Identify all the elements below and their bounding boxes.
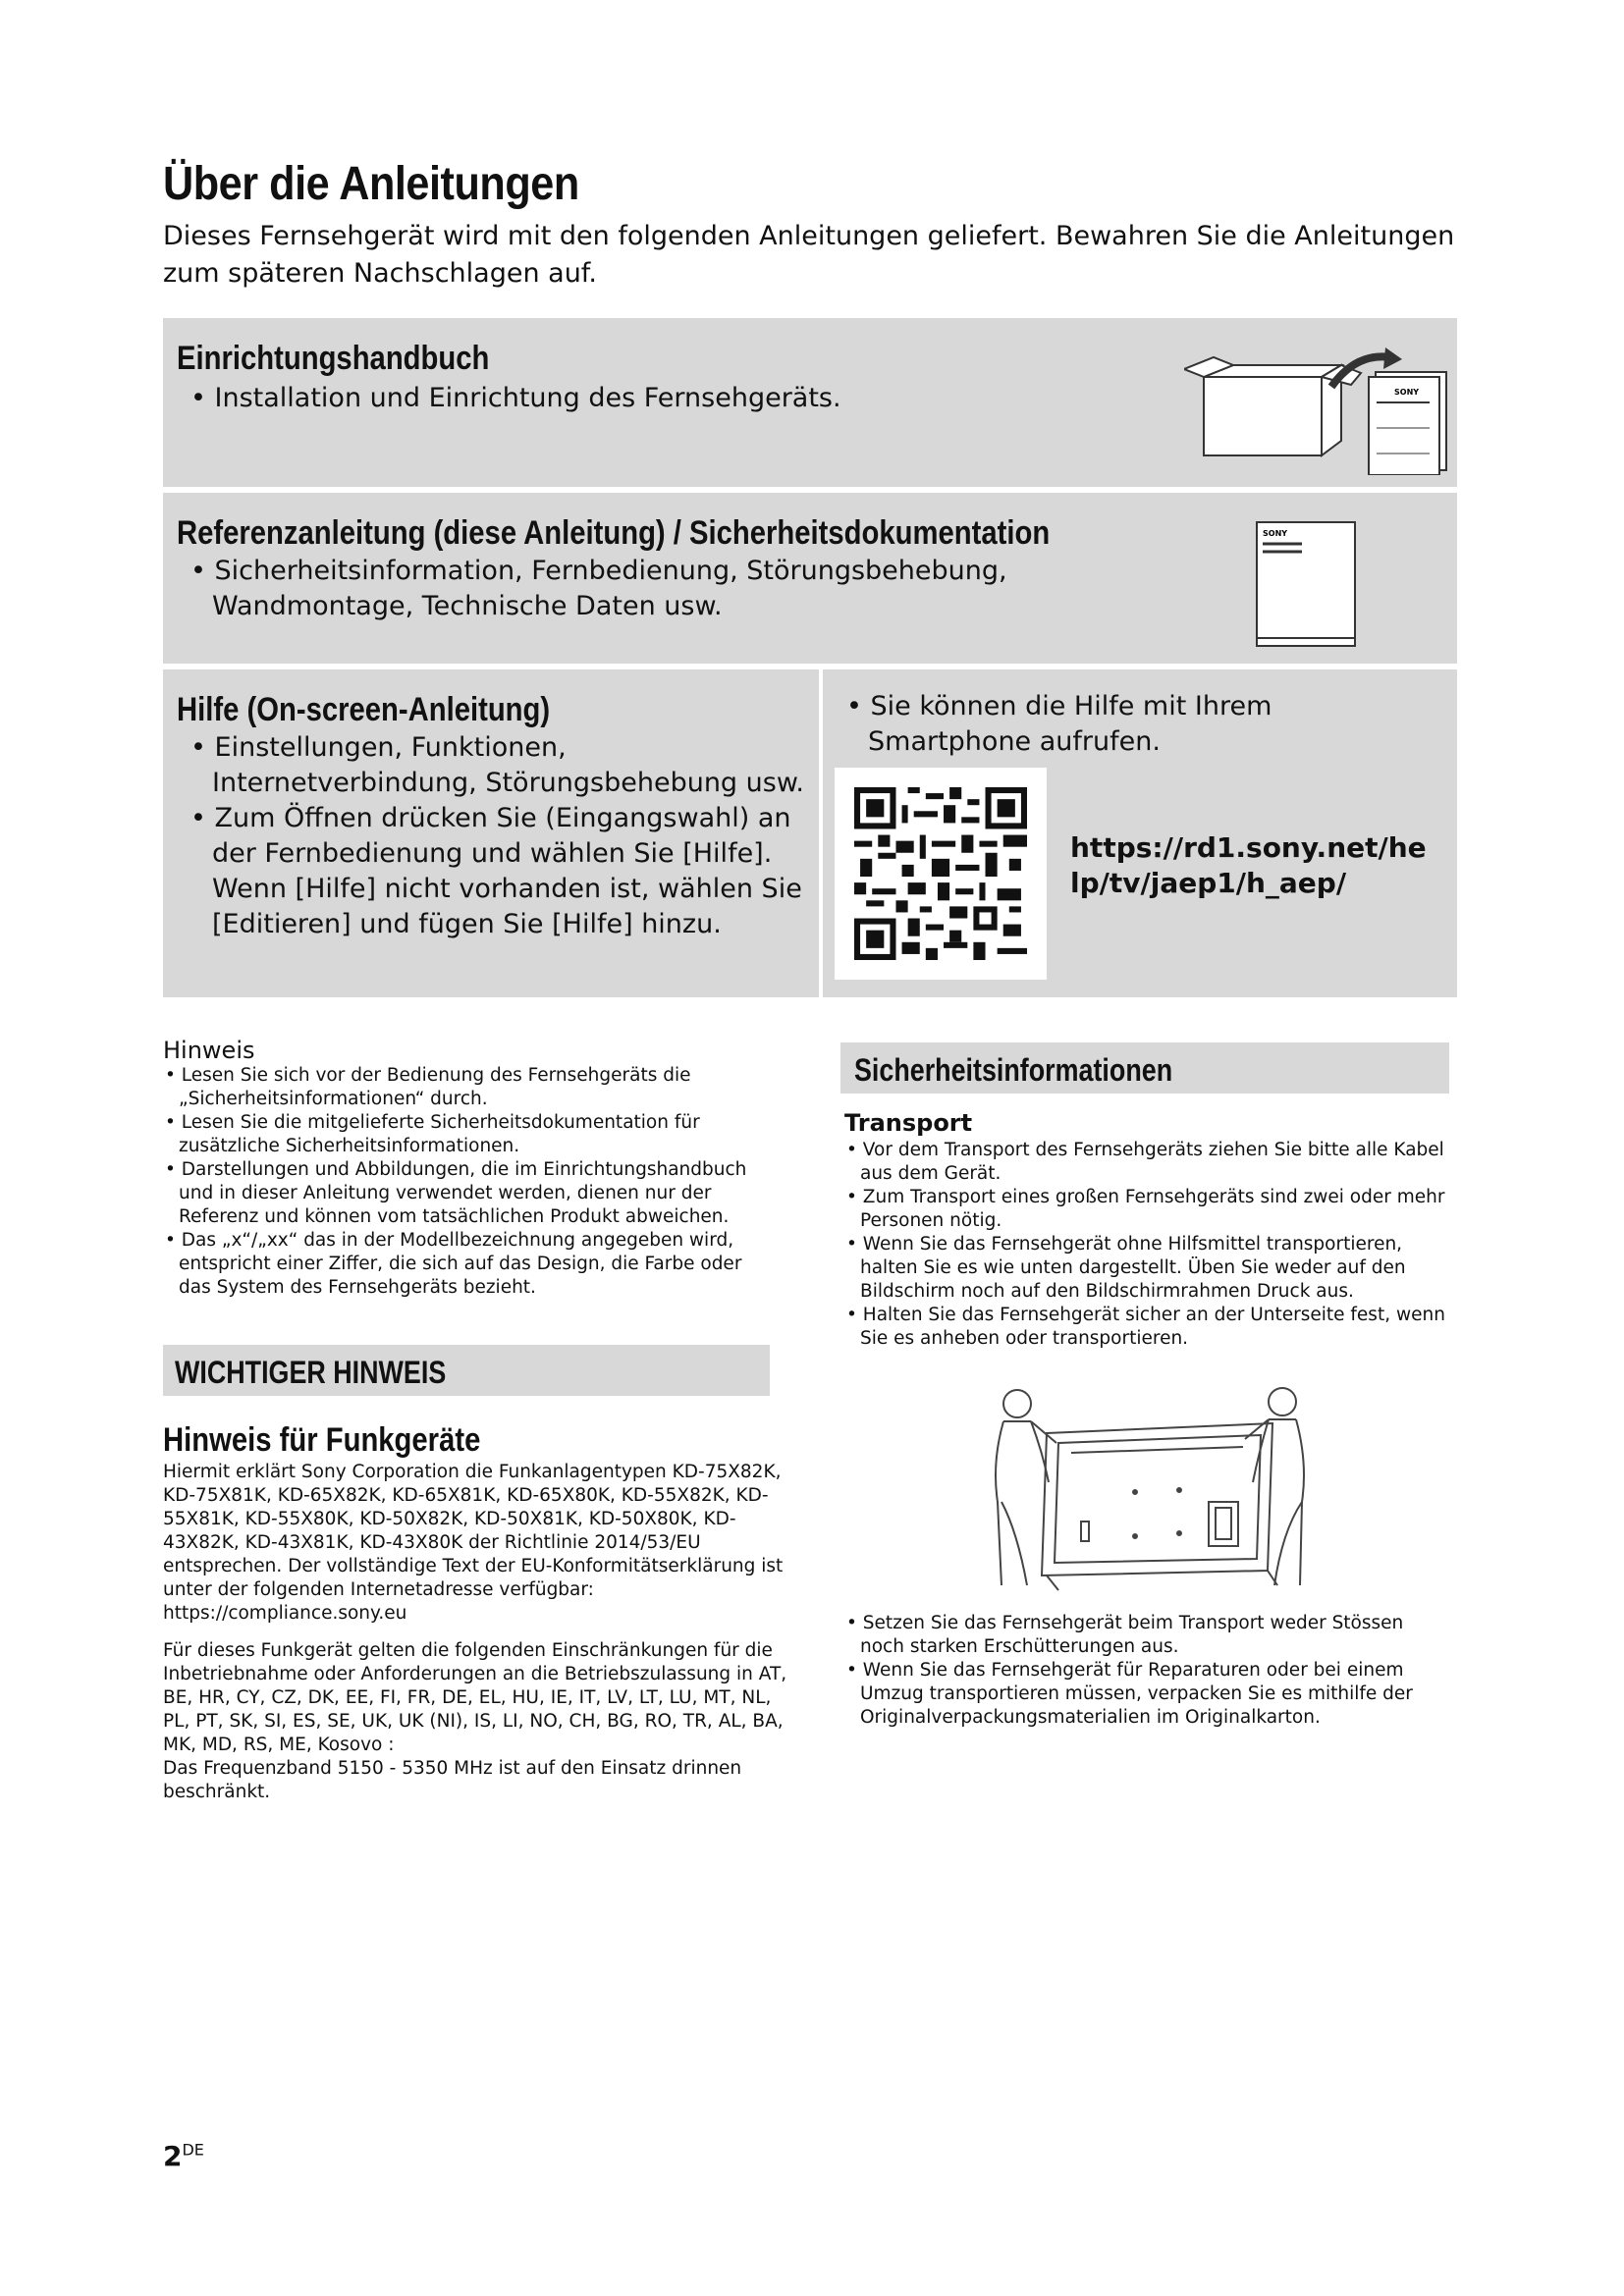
list-item: • Zum Transport eines großen Fernsehgeräts sind zwei oder mehr Personen nötig.: [844, 1186, 1453, 1233]
list-item: • Vor dem Transport des Fernsehgeräts ziehen Sie bitte alle Kabel aus dem Gerät.: [844, 1139, 1453, 1186]
help-guide-panel: [163, 669, 819, 997]
transport-heading: Transport: [844, 1109, 973, 1137]
radio-heading: Hinweis für Funkgeräte: [163, 1421, 481, 1459]
help-smartphone-panel: [823, 669, 1457, 997]
list-item: • Installation und Einrichtung des Fernsehgeräts.: [177, 381, 1159, 416]
note-heading: Hinweis: [163, 1037, 255, 1064]
list-item: • Wenn Sie das Fernsehgerät für Reparaturen oder bei einem Umzug transportieren müssen, verpacken Sie es mithilfe der Originalverpackungsmaterialien im Originalkarton.: [844, 1659, 1453, 1730]
safety-heading: Sicherheitsinformationen: [854, 1052, 1173, 1088]
svg-text:SONY: SONY: [1263, 529, 1288, 538]
help-url[interactable]: https://rd1.sony.net/help/tv/jaep1/h_aep/: [1070, 831, 1427, 899]
box-and-manual-icon: [1184, 347, 1449, 475]
important-heading: WICHTIGER HINWEIS: [175, 1355, 447, 1390]
list-item: • Sicherheitsinformation, Fernbedienung, Störungsbehebung, Wandmontage, Technische Daten usw.: [177, 554, 1021, 624]
transport-after-section: [844, 1612, 1453, 1730]
transport-section: [844, 1107, 1453, 1351]
list-item: • Halten Sie das Fernsehgerät sicher an der Unterseite fest, wenn Sie es anheben oder transportieren.: [844, 1304, 1453, 1351]
page-lang: DE: [182, 2140, 204, 2160]
tv-carry-illustration: [988, 1384, 1312, 1595]
help-guide-heading: Hilfe (On-screen-Anleitung): [177, 691, 551, 728]
svg-text:SONY: SONY: [1394, 388, 1420, 397]
smartphone-note: • Sie können die Hilfe mit Ihrem Smartphone aufrufen.: [833, 689, 1441, 760]
page-title: Über die Anleitungen: [163, 158, 579, 210]
setup-guide-heading: Einrichtungshandbuch: [177, 340, 490, 377]
reference-guide-heading: Referenzanleitung (diese Anleitung) / Sicherheitsdokumentation: [177, 514, 1051, 552]
setup-guide-panel: [163, 318, 1457, 487]
list-item: • Lesen Sie die mitgelieferte Sicherheitsdokumentation für zusätzliche Sicherheitsinformationen.: [163, 1111, 777, 1158]
list-item: • Setzen Sie das Fernsehgerät beim Transport weder Stössen noch starken Erschütterungen aus.: [844, 1612, 1453, 1659]
list-item: • Einstellungen, Funktionen, Internetverbindung, Störungsbehebung usw.: [177, 730, 805, 801]
compliance-url[interactable]: https://compliance.sony.eu: [163, 1603, 407, 1624]
note-section: [163, 1037, 777, 1300]
qr-code-container: [835, 768, 1047, 980]
safety-heading-bar: [840, 1042, 1449, 1094]
list-item: • Lesen Sie sich vor der Bedienung des Fernsehgeräts die „Sicherheitsinformationen“ durch.: [163, 1064, 777, 1111]
important-heading-bar: [163, 1345, 770, 1396]
qr-code-icon: [854, 787, 1027, 960]
manual-icon: [1253, 518, 1361, 651]
list-item: • Zum Öffnen drücken Sie (Eingangswahl) an der Fernbedienung und wählen Sie [Hilfe]. Wenn [Hilfe] nicht vorhanden ist, wählen Sie [Editieren] und fügen Sie [Hilfe] hinzu.: [177, 801, 805, 942]
reference-guide-panel: [163, 493, 1457, 664]
restriction-text: Für dieses Funkgerät gelten die folgenden Einschränkungen für die Inbetriebnahme oder Anforderungen an die Betriebszulassung in AT, BE, HR, CY, CZ, DK, EE, FI, FR, DE, EL, HU, IE, IT, LV, LT, LU, MT, NL, PL, PT, SK, SI, ES, SE, UK, UK (NI), IS, LI, NO, CH, BG, RO, TR, AL, BA, MK, MD, RS, ME, Kosovo :: [163, 1640, 787, 1755]
band-text: Das Frequenzband 5150 - 5350 MHz ist auf den Einsatz drinnen beschränkt.: [163, 1758, 742, 1802]
radio-section: [163, 1419, 791, 1804]
intro-text: Dieses Fernsehgerät wird mit den folgenden Anleitungen geliefert. Bewahren Sie die Anleitungen zum späteren Nachschlagen auf.: [163, 221, 1455, 289]
page-number-value: 2: [163, 2140, 183, 2172]
page-number: [163, 2140, 204, 2172]
radio-text: Hiermit erklärt Sony Corporation die Funkanlagentypen KD-75X82K, KD-75X81K, KD-65X82K, KD-65X81K, KD-65X80K, KD-55X82K, KD-55X81K, KD-55X80K, KD-50X82K, KD-50X81K, KD-50X80K, KD-43X82K, KD-43X81K, KD-43X80K der Richtlinie 2014/53/EU entsprechen. Der vollständige Text der EU-Konformitätserklärung ist unter der folgenden Internetadresse verfügbar:: [163, 1462, 784, 1600]
list-item: • Darstellungen und Abbildungen, die im Einrichtungshandbuch und in dieser Anleitung verwendet werden, dienen nur der Referenz und können vom tatsächlichen Produkt abweichen.: [163, 1158, 777, 1229]
list-item: • Wenn Sie das Fernsehgerät ohne Hilfsmittel transportieren, halten Sie es wie unten dargestellt. Üben Sie weder auf den Bildschirm noch auf den Bildschirmrahmen Druck aus.: [844, 1233, 1453, 1304]
list-item: • Das „x“/„xx“ das in der Modellbezeichnung angegeben wird, entspricht einer Ziffer, die sich auf das Design, die Farbe oder das System des Fernsehgeräts bezieht.: [163, 1229, 777, 1300]
